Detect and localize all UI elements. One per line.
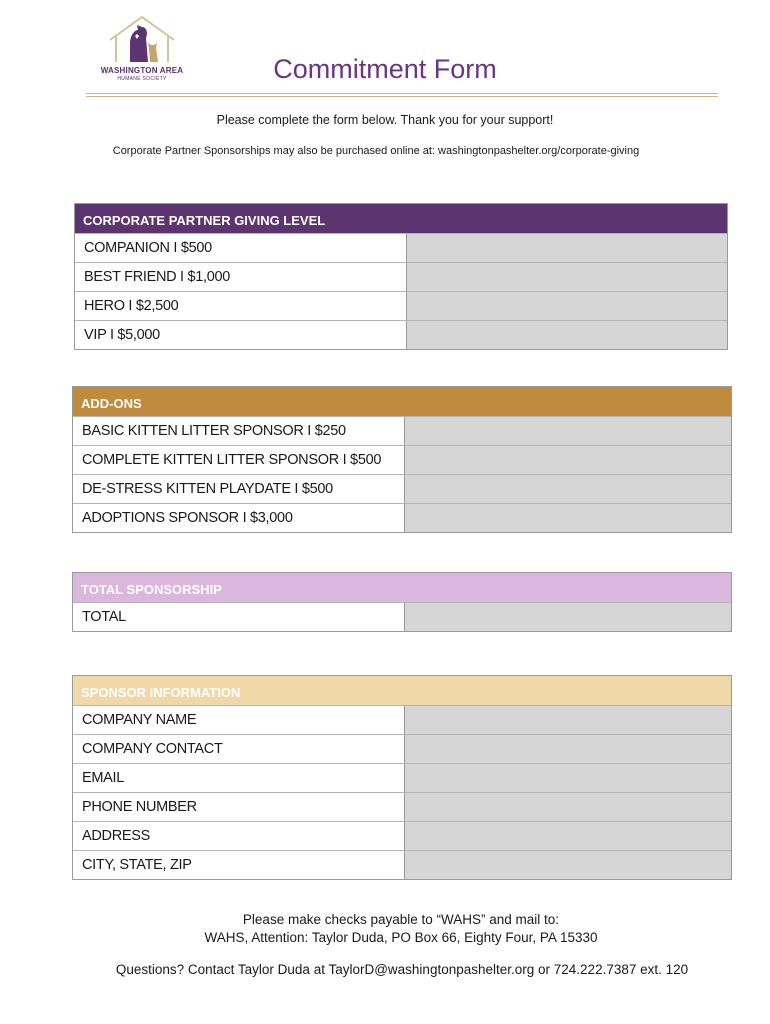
row-label: HERO I $2,500 xyxy=(75,292,407,320)
table-row xyxy=(73,763,731,792)
addons-section xyxy=(72,386,732,533)
table-row xyxy=(75,291,727,320)
sponsor-info-section xyxy=(72,675,732,880)
hero-amount-field[interactable] xyxy=(407,292,727,320)
row-label: VIP I $5,000 xyxy=(75,321,407,349)
total-section xyxy=(72,572,732,632)
kitten-playdate-field[interactable] xyxy=(405,475,731,503)
table-row xyxy=(73,416,731,445)
online-note: Corporate Partner Sponsorships may also be purchased online at: washingtonpashelter.org/corporate-giving xyxy=(112,145,640,157)
contact-info: Questions? Contact Taylor Duda at TaylorD@washingtonpashelter.org or 724.222.7387 ext. 120 xyxy=(115,962,689,977)
row-label: ADOPTIONS SPONSOR I $3,000 xyxy=(73,504,405,532)
section-heading: CORPORATE PARTNER GIVING LEVEL xyxy=(75,204,727,233)
section-heading: ADD-ONS xyxy=(73,387,731,416)
row-label: EMAIL xyxy=(73,764,405,792)
basic-kitten-litter-field[interactable] xyxy=(405,417,731,445)
divider xyxy=(86,96,718,97)
complete-kitten-litter-field[interactable] xyxy=(405,446,731,474)
email-field[interactable] xyxy=(405,764,731,792)
table-row xyxy=(73,850,731,879)
total-amount-field[interactable] xyxy=(405,603,731,631)
mail-address: WAHS, Attention: Taylor Duda, PO Box 66, Eighty Four, PA 15330 xyxy=(204,930,598,945)
vip-amount-field[interactable] xyxy=(407,321,727,349)
row-label: PHONE NUMBER xyxy=(73,793,405,821)
row-label: COMPLETE KITTEN LITTER SPONSOR I $500 xyxy=(73,446,405,474)
section-heading: TOTAL SPONSORSHIP xyxy=(73,573,731,602)
table-row xyxy=(73,602,731,631)
row-label: ADDRESS xyxy=(73,822,405,850)
phone-number-field[interactable] xyxy=(405,793,731,821)
table-row xyxy=(75,233,727,262)
page-title: Commitment Form xyxy=(273,54,497,84)
section-heading: SPONSOR INFORMATION xyxy=(73,676,731,705)
intro-text: Please complete the form below. Thank you for your support! xyxy=(216,113,554,127)
table-row xyxy=(73,474,731,503)
giving-level-section xyxy=(74,203,728,350)
city-state-zip-field[interactable] xyxy=(405,851,731,879)
company-contact-field[interactable] xyxy=(405,735,731,763)
org-subname: HUMANE SOCIETY xyxy=(117,76,167,82)
row-label: TOTAL xyxy=(73,603,405,631)
address-field[interactable] xyxy=(405,822,731,850)
row-label: BEST FRIEND I $1,000 xyxy=(75,263,407,291)
companion-amount-field[interactable] xyxy=(407,234,727,262)
row-label: COMPANY NAME xyxy=(73,706,405,734)
table-row xyxy=(73,705,731,734)
table-row xyxy=(75,320,727,349)
table-row xyxy=(73,792,731,821)
company-name-field[interactable] xyxy=(405,706,731,734)
table-row xyxy=(73,503,731,532)
best-friend-amount-field[interactable] xyxy=(407,263,727,291)
table-row xyxy=(75,262,727,291)
row-label: COMPANY CONTACT xyxy=(73,735,405,763)
table-row xyxy=(73,445,731,474)
row-label: BASIC KITTEN LITTER SPONSOR I $250 xyxy=(73,417,405,445)
table-row xyxy=(73,821,731,850)
org-name: WASHINGTON AREA xyxy=(100,66,184,75)
divider xyxy=(86,93,718,94)
row-label: CITY, STATE, ZIP xyxy=(73,851,405,879)
row-label: DE-STRESS KITTEN PLAYDATE I $500 xyxy=(73,475,405,503)
adoptions-sponsor-field[interactable] xyxy=(405,504,731,532)
row-label: COMPANION I $500 xyxy=(75,234,407,262)
table-row xyxy=(73,734,731,763)
mail-instructions: Please make checks payable to “WAHS” and mail to: xyxy=(242,912,560,927)
